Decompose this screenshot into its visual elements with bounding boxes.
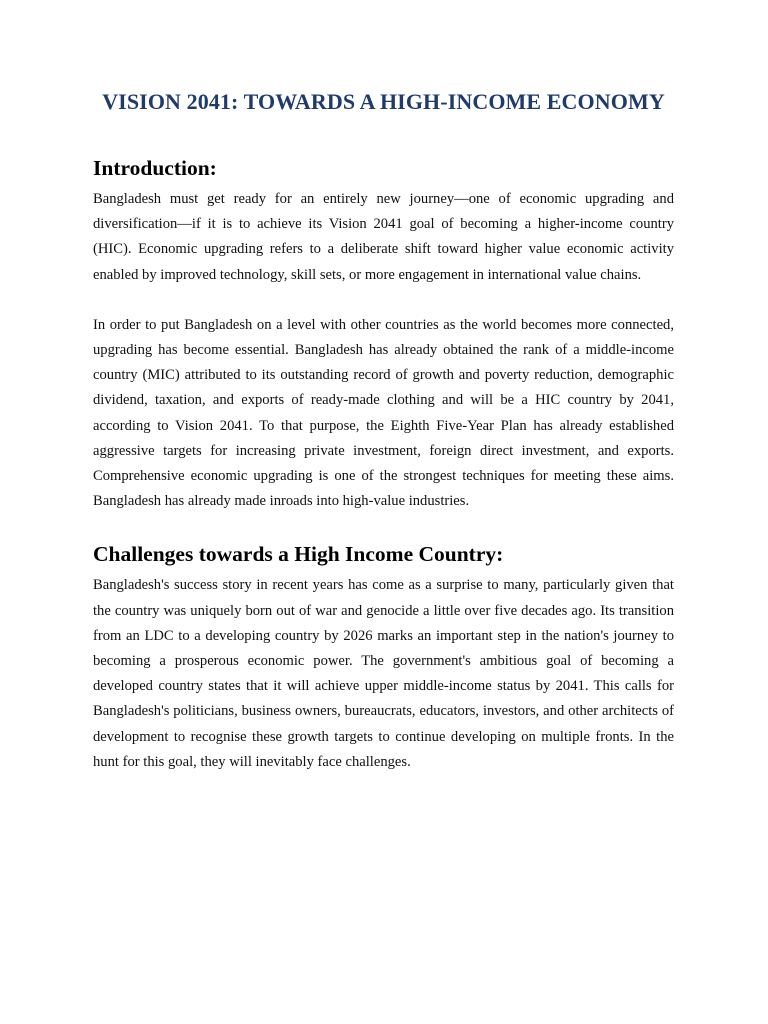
paragraph: Bangladesh must get ready for an entirely new journey—one of economic upgrading and diversification—if it is to achieve its Vision 2041 goal of becoming a higher-income country (HIC). Economic upgrading refers to a deliberate shift toward higher value economic activity enabled by improved technology, skill sets, or more engagement in international value chains.	[93, 191, 674, 283]
section-heading-challenges: Challenges towards a High Income Country:	[93, 542, 504, 567]
document-title: VISION 2041: TOWARDS A HIGH-INCOME ECONOMY	[102, 89, 665, 114]
paragraph: In order to put Bangladesh on a level with other countries as the world becomes more connected, upgrading has become essential. Bangladesh has already obtained the rank of a middle-income country (MIC) attributed to its outstanding record of growth and poverty reduction, demographic dividend, taxation, and exports of ready-made clothing and will be a HIC country by 2041, according to Vision 2041. To that purpose, the Eighth Five-Year Plan has already established aggressive targets for increasing private investment, foreign direct investment, and exports. Comprehensive economic upgrading is one of the strongest techniques for meeting these aims. Bangladesh has already made inroads into high-value industries.	[93, 316, 674, 510]
paragraph: Bangladesh's success story in recent years has come as a surprise to many, particularly given that the country was uniquely born out of war and genocide a little over five decades ago. Its transition from an LDC to a developing country by 2026 marks an important step in the nation's journey to becoming a prosperous economic power. The government's ambitious goal of becoming a developed country states that it will achieve upper middle-income status by 2041. This calls for Bangladesh's politicians, business owners, bureaucrats, educators, investors, and other architects of development to recognise these growth targets to continue developing on multiple fronts. In the hunt for this goal, they will inevitably face challenges.	[93, 577, 674, 770]
section-heading-introduction: Introduction:	[93, 156, 217, 180]
document-page	[93, 86, 674, 775]
